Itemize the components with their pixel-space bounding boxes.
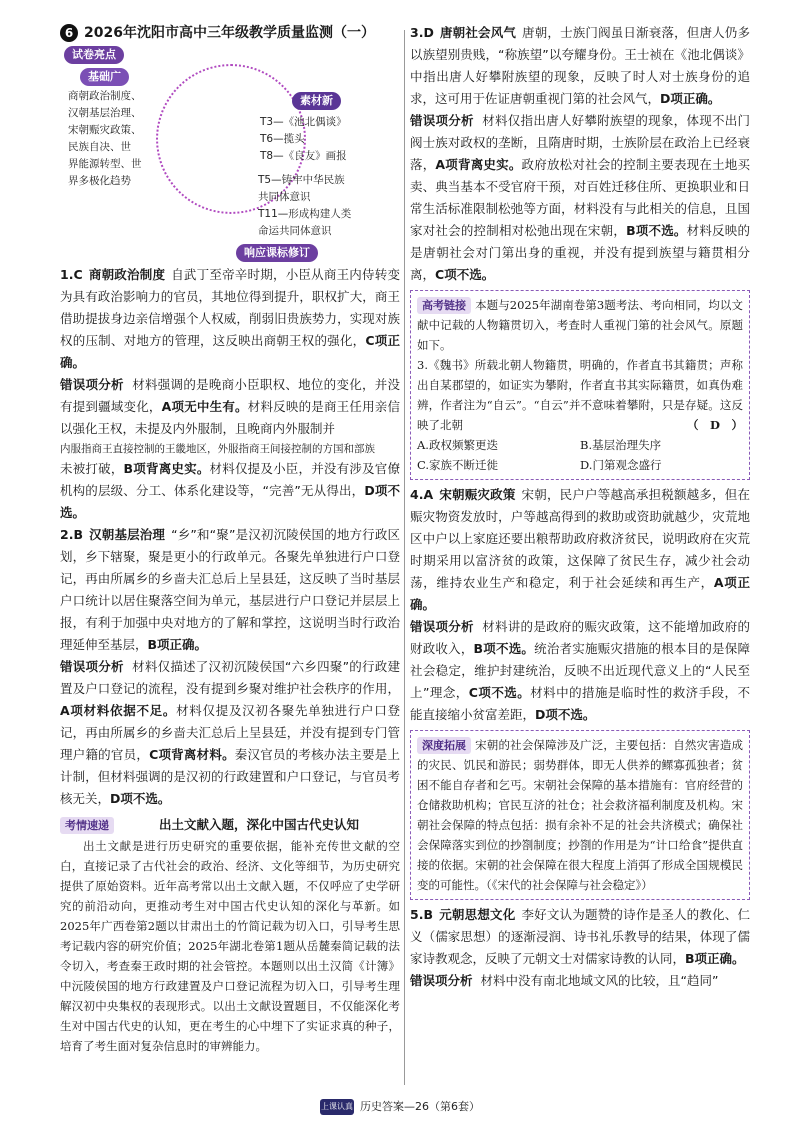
page-footer <box>0 1096 800 1127</box>
error-verdict: A项无中生有。 <box>161 399 248 414</box>
error-text: 材料中的措施是临时性的救济手段，不能直接缩小贫富差距， <box>410 685 750 722</box>
error-verdict: A项材料依据不足。 <box>60 703 177 718</box>
gaokao-link-body: 本题与2025年湖南卷第3题考法、考向相同，均以文献中记载的人物籍贯切入，考查时人重视门第的社会风气。原题如下。 <box>417 298 743 352</box>
highlights-tag: 试卷亮点 <box>64 46 124 64</box>
column-divider <box>404 30 405 1085</box>
basic-topic: 界能源转型、世 <box>68 158 142 170</box>
error-analysis-heading: 错误项分析 <box>60 377 124 392</box>
right-column <box>410 22 750 992</box>
basic-topic: 宋朝赈灾政策、 <box>68 124 142 136</box>
basic-topic: 界多极化趋势 <box>68 175 131 187</box>
error-analysis-heading: 错误项分析 <box>60 659 124 674</box>
error-analysis-2 <box>60 656 400 810</box>
error-text: 政府放松对社会的控制主要表现在土地买卖、典当基本不受官府干预，对百姓迁移住所、更换职业和日常生活标准限制松弛等方面，材料没有与此相关的信息，且国家对社会的控制相对松弛出现在宋朝， <box>410 157 750 238</box>
error-analysis-3 <box>410 110 750 286</box>
error-verdict: B项不选。 <box>473 641 535 656</box>
answer-1 <box>60 264 400 374</box>
answer-body: 宋朝，民户户等越高承担税额越多，但在赈灾物资发放时，户等越高得到的救助或资助就越少，灾荒地区中户以上家庭还要出粮帮助政府救济贫民，说明政府在灾荒时期采用以富济贫的政策，这保障了贫民生存，减少社会动荡，维持农业生产和稳定，利于社会延续和再生产， <box>410 487 750 590</box>
gaokao-link-box <box>410 290 750 480</box>
error-text: 材料反映的是唐朝社会对门第出身的重视，并没有提到族望与籍贯相分离， <box>410 223 750 282</box>
answer-number: 3.D <box>410 25 434 40</box>
material-topic: T3—《池北偶谈》 <box>260 116 347 128</box>
publisher-logo: 上课认真听 <box>320 1099 354 1115</box>
answer-4 <box>410 484 750 616</box>
error-verdict: B项背离史实。 <box>123 461 210 476</box>
error-text: 材料仅指出唐人好攀附族望的现象，体现不出门阀士族对政权的垄断，且隋唐时期，士族阶层在政治上已经衰落， <box>410 113 750 172</box>
basic-topics <box>68 88 163 190</box>
deep-extension-tag: 深度拓展 <box>417 737 471 754</box>
gaokao-option: A.政权频繁更迭 <box>417 438 498 452</box>
error-analysis-5 <box>410 970 750 992</box>
error-verdict: D项不选。 <box>110 791 171 806</box>
error-text: 统治者实施赈灾措施的根本目的是保障社会稳定，维护封建统治，反映不出近现代意义上的“人民至上”理念， <box>410 641 750 700</box>
gaokao-option: B.基层治理失序 <box>580 438 662 452</box>
knowledge-point: 唐朝社会风气 <box>439 25 517 40</box>
standard-tag: 响应课标修订 <box>236 244 318 262</box>
error-verdict: C项不选。 <box>435 267 495 282</box>
answer-number: 5.B <box>410 907 433 922</box>
gaokao-options <box>417 435 743 475</box>
material-tag: 素材新 <box>292 92 341 110</box>
standard-topics <box>258 172 398 240</box>
answer-body: 唐朝，士族门阀虽日渐衰落，但唐人仍多以族望别贵贱，“称族望”以夸耀身份。王士祯在《池北偶谈》中指出唐人好攀附族望的现象，反映了时人对士族身份的追求，这可用于佐证唐朝重视门第的社会风气， <box>410 25 750 106</box>
error-text: 未被打破， <box>60 461 124 476</box>
correct-option: C项正确。 <box>60 333 400 370</box>
answer-3 <box>410 22 750 110</box>
error-text: 材料仅提及汉初各聚先单独进行户口登记，再由所属乡的乡啬夫汇总后上呈县廷，并没有提到专门管理户籍的官员， <box>60 703 400 762</box>
error-analysis-1-cont <box>60 458 400 524</box>
answer-number: 4.A <box>410 487 434 502</box>
error-text: 秦汉官员的考核办法主要是上计制，但材料强调的是汉初的行政建置和户口登记，与官员考核无关， <box>60 747 400 806</box>
answer-body: 自武丁至帝辛时期，小臣从商王内侍转变为具有政治影响力的官员，其地位得到提升，职权扩大，商王借助提拔身边亲信增强个人权威，削弱旧贵族势力，实现对族权的压制、对地方的管理，这反映出商朝王权的强化， <box>60 267 400 348</box>
error-verdict: A项背离史实。 <box>435 157 522 172</box>
error-analysis-4 <box>410 616 750 726</box>
correct-option: A项正确。 <box>410 575 750 612</box>
basic-topic: 商朝政治制度、 <box>68 90 142 102</box>
error-verdict: C项背离材料。 <box>149 747 235 762</box>
exam-trend-tag: 考情速递 <box>60 817 114 834</box>
answer-body: 李好文认为题赞的诗作是圣人的教化、仁义（儒家思想）的逐渐浸润、诗书礼乐教导的结果，体现了儒家诗教观念，反映了元朝文士对儒家诗教的认同， <box>410 907 750 966</box>
gaokao-answer: （ D ） <box>687 418 743 432</box>
standard-topic: T5—铸牢中华民族 <box>258 174 345 186</box>
answer-body: “乡”和“聚”是汉初沉陵侯国的地方行政区划，乡下辖聚，聚是更小的行政单元。各聚先单独进行户口登记，再由所属乡的乡啬夫汇总后上呈县廷，这反映了当时基层户口统计以居住聚落空间为单元，基层进行户口登记并层层上报，有利于加强中央对地方的了解和掌控，这说明当时行政治理延伸至基层， <box>60 527 400 652</box>
answer-number: 2.B <box>60 527 83 542</box>
knowledge-point: 元朝思想文化 <box>438 907 516 922</box>
deep-extension-box <box>410 730 750 900</box>
error-text: 材料强调的是晚商小臣职权、地位的变化，并没有提到疆域变化， <box>60 377 400 414</box>
basic-tag: 基础广 <box>80 68 129 86</box>
error-text: 材料中没有南北地域文风的比较，且“趋同” <box>480 973 719 988</box>
error-verdict: C项不选。 <box>468 685 531 700</box>
error-analysis-heading: 错误项分析 <box>410 113 474 128</box>
annotation-note: 内服指商王直接控制的王畿地区，外服指商王间接控制的方国和部族 <box>60 443 375 455</box>
deep-extension-body: 宋朝的社会保障涉及广泛，主要包括：自然灾害造成的灾民、饥民和游民；弱势群体，即无人供养的鳏寡孤独者；贫困不能自存者和乞丐。宋朝社会保障的基本措施有：官府经营的仓储救助机构；官民互济的社仓；社会救济福利制度及机构。宋朝社会保障的特点包括：损有余补不足的社会共济模式；确保社会保障落实到位的抄劄制度；抄劄的作用是为“计口给食”提供直接的依据。宋朝的社会保障在很大程度上消弭了形成全国规模民变的可能性。（《宋代的社会保障与社会稳定》） <box>417 738 743 892</box>
error-text: 材料讲的是政府的赈灾政策，这不能增加政府的财政收入， <box>410 619 750 656</box>
set-number-badge: 6 <box>60 24 78 42</box>
page-title <box>60 22 400 44</box>
basic-topic: 汉朝基层治理、 <box>68 107 142 119</box>
correct-option: B项正确。 <box>685 951 745 966</box>
exam-trend-header <box>60 814 400 836</box>
standard-topic: T11—形成构建人类 <box>258 208 352 220</box>
highlights-diagram <box>60 46 400 264</box>
error-verdict: B项不选。 <box>626 223 687 238</box>
answer-number: 1.C <box>60 267 83 282</box>
exam-trend-box <box>60 814 400 1056</box>
correct-option: B项正确。 <box>147 637 208 652</box>
knowledge-point: 汉朝基层治理 <box>88 527 166 542</box>
material-topics <box>260 114 395 165</box>
exam-trend-body: 出土文献是进行历史研究的重要依据，能补充传世文献的空白，直接记录了古代社会的政治、经济、文化等细节，为历史研究提供了原始资料。近年高考常以出土文献入题，不仅呼应了史学研究的前沿动向，更推动考生对中国古代史认知的深化与革新。如2025年广西卷第2题以甘肃出土的竹简记载为切入口，引导考生思考记载内容的研究价值；2025年湖北卷第1题从岳麓秦简记载的法令切入，考查秦王政时期的社会管控。本题则以出土汉简《计簿》中沅陵侯国的地方行政建置及户口登记流程为切入口，引导考生理解汉初中央集权的表现形式。以出土文献设置题目，不仅能深化考生对中国古代史的认知，更在考生的心中埋下了实证求真的种子，培育了考生面对复杂信息时的审辨能力。 <box>60 839 400 1053</box>
error-text: 材料反映的是商王任用亲信以强化王权，未提及内外服制，且晚商内外服制并 <box>60 399 400 436</box>
standard-topic: 共同体意识 <box>258 191 311 203</box>
page-number-text: 历史答案—26（第6套） <box>360 1100 480 1113</box>
left-column <box>60 22 400 1056</box>
error-analysis-1 <box>60 374 400 440</box>
gaokao-option: C.家族不断迁徙 <box>417 458 499 472</box>
gaokao-link-tag: 高考链接 <box>417 297 471 314</box>
error-analysis-heading: 错误项分析 <box>410 973 473 988</box>
gaokao-question: 3.《魏书》所载北朝人物籍贯，明确的，作者直书其籍贯；声称出自某郡望的，如证实为攀附，作者直书其实际籍贯，如真伪难辨，作者注为“自云”。“自云”并不意味着攀附，只是存疑。这反映了北朝 <box>417 358 743 432</box>
knowledge-point: 商朝政治制度 <box>88 267 166 282</box>
answer-5 <box>410 904 750 970</box>
error-text: 材料仅提及小臣，并没有涉及官僚机构的层级、分工、体系化建设等，“完善”无从得出， <box>60 461 400 498</box>
material-topic: T6—揽头 <box>260 133 305 145</box>
error-verdict: D项不选。 <box>535 707 596 722</box>
knowledge-point: 宋朝赈灾政策 <box>439 487 516 502</box>
standard-topic: 命运共同体意识 <box>258 225 332 237</box>
error-analysis-heading: 错误项分析 <box>410 619 474 634</box>
correct-option: D项正确。 <box>660 91 721 106</box>
material-topic: T8—《良友》画报 <box>260 150 347 162</box>
answer-2 <box>60 524 400 656</box>
exam-trend-title: 出土文献入题，深化中国古代史认知 <box>158 817 359 832</box>
error-text: 材料仅描述了汉初沉陵侯国“六乡四聚”的行政建置及户口登记的流程，没有提到乡聚对维护社会秩序的作用， <box>60 659 400 696</box>
page-title-text: 2026年沈阳市高中三年级教学质量监测（一） <box>84 25 375 41</box>
gaokao-option: D.门第观念盛行 <box>580 458 662 472</box>
basic-topic: 民族自决、世 <box>68 141 131 153</box>
error-verdict: D项不选。 <box>60 483 400 520</box>
